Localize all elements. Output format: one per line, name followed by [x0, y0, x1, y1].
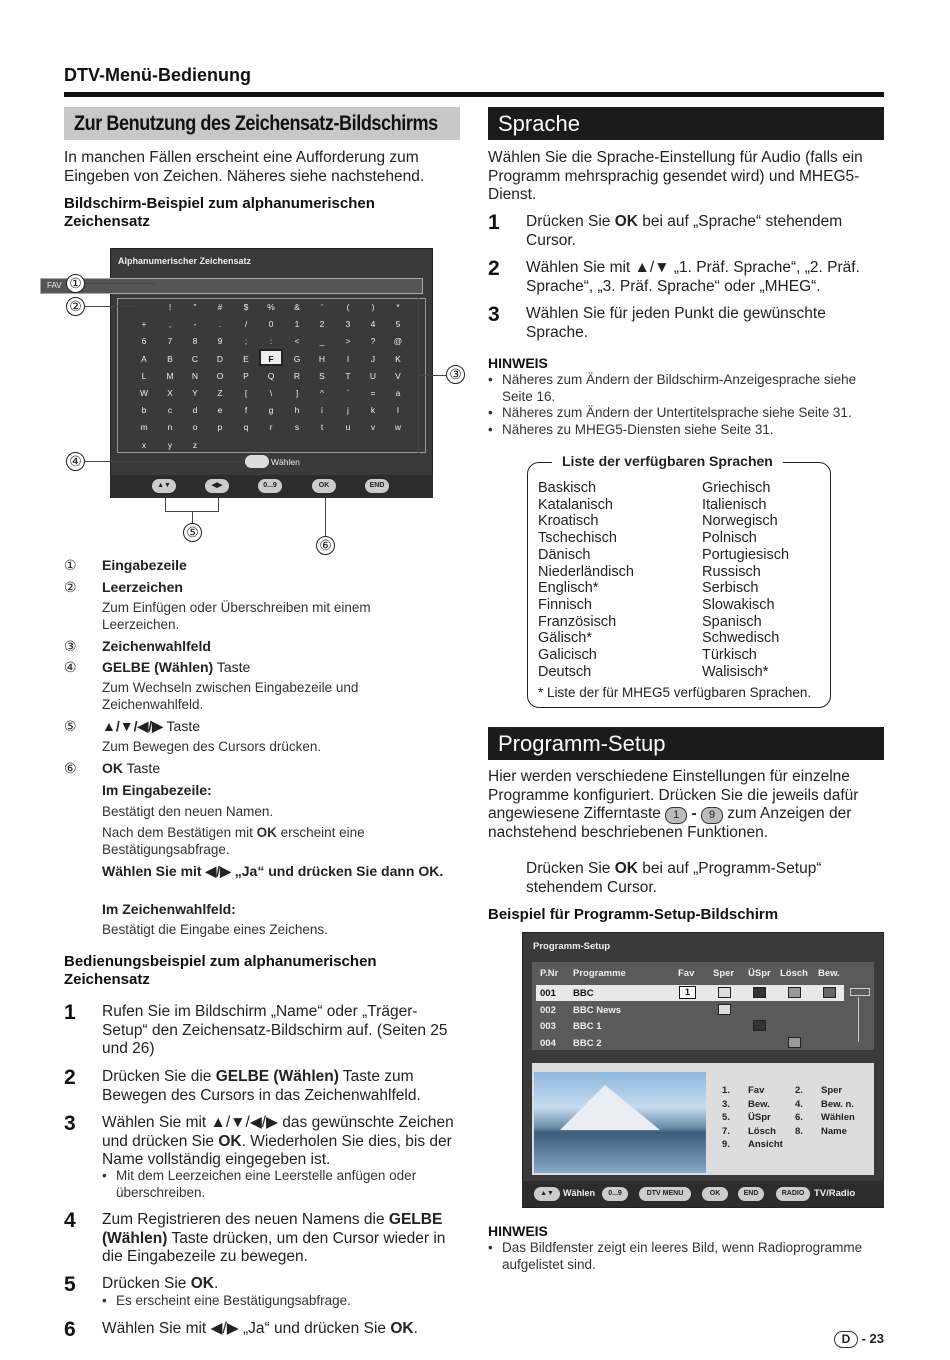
- ok-key: OK: [312, 479, 336, 493]
- digit-key: 0...9: [258, 479, 282, 493]
- legend-2-desc: Zum Einfügen oder Überschreiben mit einem Leerzeichen.: [102, 600, 371, 632]
- language-item: Galicisch: [538, 647, 597, 664]
- hinweis2-item-1: • Das Bildfenster zeigt ein leeres Bild, wenn Radioprogramme aufgelistet sind.: [488, 1240, 888, 1273]
- char-cell: T: [345, 370, 351, 381]
- language-item: Baskisch: [538, 480, 597, 496]
- char-cell: G: [293, 353, 301, 364]
- col-sper: Sper: [713, 968, 735, 979]
- hinweis-title: HINWEIS: [488, 355, 548, 371]
- option-item: 3.: [722, 1098, 730, 1110]
- legend-4-desc: Zum Wechseln zwischen Eingabezeile und Zeichenwahlfeld.: [102, 680, 359, 712]
- char-cell: ;: [244, 336, 248, 347]
- char-cell: M: [166, 370, 174, 381]
- page-number: - 23: [861, 1331, 884, 1346]
- scroll-track: [858, 997, 859, 1042]
- language-item: Norwegisch: [702, 513, 778, 530]
- ok-h2: Wählen Sie mit ◀/▶ „Ja“ und drücken Sie dann OK.: [102, 863, 444, 879]
- language-item: Katalanisch: [538, 496, 613, 513]
- char-cell: 0: [268, 319, 274, 330]
- char-cell: N: [191, 370, 199, 381]
- char-cell: m: [140, 422, 148, 433]
- char-cell: /: [244, 319, 248, 330]
- char-cell: Z: [217, 388, 223, 398]
- option-item: Sper: [821, 1085, 843, 1096]
- sprache-step-1-text: Drücken Sie OK bei auf „Sprache“ stehendem Cursor.: [526, 213, 843, 249]
- language-column-1: [538, 480, 634, 680]
- language-item: Dänisch: [538, 546, 591, 563]
- step-6-num: 6: [64, 1318, 76, 1341]
- digit-key: 0...9: [602, 1187, 628, 1201]
- option-item: 8.: [795, 1125, 803, 1137]
- section-title-programm-setup: Programm-Setup: [488, 727, 884, 760]
- language-item: Türkisch: [702, 647, 757, 664]
- row-2-pnr: 002: [540, 1005, 556, 1016]
- char-cell: #: [217, 302, 223, 312]
- char-cell: A: [141, 353, 147, 364]
- char-cell: +: [141, 319, 147, 330]
- char-cell: v: [370, 422, 376, 433]
- row-3-pnr: 003: [540, 1021, 556, 1032]
- step-4-text: Zum Registrieren des neuen Namens die GELBE (Wählen) Taste drücken, um den Cursor wieder in die Eingabezeile zu bewegen.: [102, 1211, 446, 1265]
- char-cell: ': [321, 302, 323, 312]
- preview-mountain: [560, 1085, 660, 1130]
- col-uespr: ÜSpr: [748, 968, 771, 979]
- col-loesch: Lösch: [780, 968, 808, 979]
- language-item: Russisch: [702, 563, 761, 580]
- char-cell: \: [269, 388, 273, 398]
- option-item: Lösch: [748, 1125, 776, 1137]
- end-key: END: [738, 1187, 764, 1201]
- char-cell: i: [321, 405, 323, 416]
- char-cell: f: [244, 405, 248, 416]
- updown-key: ▲▼: [534, 1187, 560, 1201]
- option-item: ÜSpr: [748, 1112, 771, 1123]
- char-cell: g: [268, 405, 274, 416]
- sprache-intro: Wählen Sie die Sprache-Einstellung für Audio (falls ein Programm mehrsprachig gesendet wird) und MHEG5-Dienst.: [488, 149, 863, 203]
- char-cell: [: [244, 388, 248, 398]
- sprache-step-3-num: 3: [488, 303, 500, 326]
- fav-value: 1: [679, 986, 696, 999]
- option-item: Fav: [748, 1085, 765, 1096]
- key-1-icon: 1: [665, 807, 687, 824]
- char-cell: ]: [295, 388, 299, 398]
- char-cell: q: [243, 422, 249, 433]
- language-item: Finnisch: [538, 596, 592, 613]
- dtv-menu-key: DTV MENU: [639, 1187, 691, 1201]
- char-cell: z: [192, 439, 198, 450]
- option-item: 2.: [795, 1085, 803, 1096]
- language-item: Schwedisch: [702, 630, 780, 647]
- char-cell: c: [167, 405, 173, 416]
- example2-heading: Bedienungsbeispiel zum alphanumerischen Zeichensatz: [64, 953, 377, 988]
- row-2-name: BBC News: [573, 1005, 622, 1016]
- ok-d3: Bestätigt die Eingabe eines Zeichens.: [102, 922, 328, 937]
- callout-5: ⑤: [183, 523, 202, 542]
- sprache-step-1-num: 1: [488, 211, 500, 234]
- language-item: Serbisch: [702, 580, 759, 597]
- char-cell: $: [243, 302, 249, 312]
- hinweis2-title: HINWEIS: [488, 1223, 548, 1239]
- char-cell: Q: [267, 370, 275, 381]
- char-cell: S: [319, 370, 325, 381]
- row-4-pnr: 004: [540, 1038, 556, 1049]
- char-cell: 6: [141, 336, 147, 347]
- yellow-button-icon: [245, 455, 269, 468]
- char-cell: x: [141, 439, 147, 450]
- ok-d2: Nach dem Bestätigen mit OK erscheint eine Bestätigungsabfrage.: [102, 825, 365, 857]
- bar-waehlen: Wählen: [563, 1188, 596, 1198]
- col-pnr: P.Nr: [540, 968, 559, 979]
- language-item: Slowakisch: [702, 596, 775, 613]
- char-cell: d: [192, 405, 198, 416]
- language-item: Französisch: [538, 613, 617, 630]
- intro-text: In manchen Fällen erscheint eine Aufforderung zum Eingeben von Zeichen. Näheres siehe nachstehend.: [64, 149, 425, 185]
- option-item: 7.: [722, 1125, 730, 1137]
- select-label: Wählen: [271, 457, 300, 467]
- input-line-value: FAV: [47, 281, 62, 290]
- char-cell: K: [395, 353, 401, 364]
- callout-1: ①: [66, 274, 85, 293]
- char-cell: L: [141, 370, 147, 381]
- callout-6: ⑥: [316, 536, 335, 555]
- language-item: Englisch*: [538, 580, 599, 597]
- step-1-num: 1: [64, 1001, 76, 1024]
- char-cell: u: [345, 422, 351, 433]
- row-1-name: BBC: [573, 988, 594, 999]
- language-note: * Liste der für MHEG5 verfügbaren Sprachen.: [538, 685, 812, 700]
- language-item: Gälisch*: [538, 630, 592, 647]
- char-cell: h: [294, 405, 300, 416]
- step-3-num: 3: [64, 1112, 76, 1135]
- program-setup-screen-title: Programm-Setup: [533, 941, 611, 952]
- char-cell: =: [370, 388, 376, 398]
- step-5-bullet: • Es erscheint eine Bestätigungsabfrage.: [102, 1293, 452, 1310]
- char-cell: j: [347, 405, 349, 416]
- leftright-key: ◀▶: [205, 479, 229, 493]
- char-screen-title: Alphanumerischer Zeichensatz: [118, 256, 252, 266]
- setup-step-text: Drücken Sie OK bei auf „Programm-Setup“ stehendem Cursor.: [526, 860, 822, 896]
- page-footer: [834, 1331, 884, 1348]
- char-cell: p: [217, 422, 223, 433]
- char-cell: 3: [345, 319, 351, 330]
- section-title-zeichensatz: [64, 107, 460, 140]
- char-cell: .: [218, 319, 222, 330]
- option-item: Bew.: [748, 1098, 770, 1110]
- option-item: 4.: [795, 1098, 803, 1110]
- char-cell: H: [318, 353, 326, 364]
- char-cell: @: [393, 336, 403, 347]
- language-list-title: Liste der verfügbaren Sprachen: [552, 453, 783, 469]
- col-bew: Bew.: [818, 968, 840, 979]
- char-cell: 9: [217, 336, 223, 347]
- char-cell: >: [345, 336, 351, 347]
- sprache-step-2-text: Wählen Sie mit ▲/▼ „1. Präf. Sprache“, „2. Präf. Sprache“, „3. Präf. Sprache“ oder „MHEG“.: [526, 259, 860, 295]
- option-item: Wählen: [821, 1112, 855, 1123]
- char-cell: J: [370, 353, 376, 364]
- ok-h1: Im Eingabezeile:: [102, 782, 212, 798]
- ok-h3: Im Zeichenwahlfeld:: [102, 901, 236, 917]
- char-cell: F: [268, 353, 274, 364]
- char-cell: ?: [370, 336, 376, 347]
- row-4-name: BBC 2: [573, 1038, 602, 1049]
- char-cell: t: [320, 422, 324, 433]
- step-5-text: Drücken Sie OK.: [102, 1275, 219, 1292]
- language-item: Tschechisch: [538, 530, 617, 547]
- language-item: Niederländisch: [538, 563, 634, 580]
- char-cell: `: [346, 388, 350, 398]
- char-cell: l: [397, 405, 399, 416]
- option-item: 6.: [795, 1112, 803, 1123]
- char-cell: _: [319, 336, 325, 347]
- char-cell: 1: [294, 319, 300, 330]
- char-cell: 8: [192, 336, 198, 347]
- step-2-num: 2: [64, 1066, 76, 1089]
- row-1-pnr: 001: [540, 988, 556, 999]
- updown-key: ▲▼: [152, 479, 176, 493]
- char-cell: X: [167, 388, 173, 398]
- option-item: Ansicht: [748, 1139, 783, 1150]
- step-3-text: Wählen Sie mit ▲/▼/◀/▶ das gewünschte Zeichen und drücken Sie OK. Wiederholen Sie dies, bis der Name vollständig eingegeben ist.: [102, 1114, 454, 1168]
- callout-4: ④: [66, 452, 85, 471]
- hinweis-item-1: • Näheres zum Ändern der Bildschirm-Anzeigesprache siehe Seite 16.: [488, 372, 884, 405]
- char-cell: 7: [167, 336, 173, 347]
- char-cell: Y: [192, 388, 198, 398]
- char-cell: ): [371, 302, 375, 312]
- sprache-step-3-text: Wählen Sie für jeden Punkt die gewünschte Sprache.: [526, 305, 826, 341]
- char-cell: o: [192, 422, 198, 433]
- header-rule: [64, 92, 884, 97]
- char-cell: E: [243, 353, 249, 364]
- char-cell: V: [395, 370, 401, 381]
- option-item: Bew. n.: [821, 1098, 854, 1110]
- row-3-name: BBC 1: [573, 1021, 602, 1032]
- setup-example-heading: Beispiel für Programm-Setup-Bildschirm: [488, 906, 779, 923]
- char-cell: b: [141, 405, 147, 416]
- step-4-num: 4: [64, 1209, 76, 1232]
- char-cell: !: [168, 302, 172, 312]
- char-cell: D: [216, 353, 224, 364]
- hinweis-item-3: • Näheres zu MHEG5-Diensten siehe Seite 31.: [488, 422, 884, 439]
- language-item: Griechisch: [702, 480, 771, 496]
- section-title-sprache: Sprache: [488, 107, 884, 140]
- language-item: Polnisch: [702, 530, 757, 547]
- char-cell: W: [139, 388, 149, 398]
- char-cell: <: [294, 336, 300, 347]
- char-cell: &: [294, 302, 300, 312]
- col-fav: Fav: [678, 968, 695, 979]
- char-cell: e: [217, 405, 223, 416]
- char-cell: r: [269, 422, 273, 433]
- char-cell: 5: [395, 319, 401, 330]
- char-cell: y: [167, 439, 173, 450]
- char-cell: s: [294, 422, 300, 433]
- end-key: END: [365, 479, 389, 493]
- ok-key: OK: [702, 1187, 728, 1201]
- char-cell: %: [267, 302, 275, 312]
- language-item: Deutsch: [538, 663, 592, 680]
- option-item: 9.: [722, 1139, 730, 1150]
- char-screen-bar: [110, 475, 433, 498]
- char-cell: n: [167, 422, 173, 433]
- step-6-text: Wählen Sie mit ◀/▶ „Ja“ und drücken Sie OK.: [102, 1320, 418, 1337]
- char-cell: 4: [370, 319, 376, 330]
- char-cell: (: [346, 302, 350, 312]
- option-item: 1.: [722, 1085, 730, 1096]
- language-item: Spanisch: [702, 613, 762, 630]
- radio-key: RADIO: [776, 1187, 810, 1201]
- language-item: Kroatisch: [538, 513, 599, 530]
- callout-2: ②: [66, 297, 85, 316]
- sprache-step-2-num: 2: [488, 257, 500, 280]
- language-letter: D: [834, 1331, 858, 1348]
- scroll-thumb: [850, 988, 870, 996]
- lock-icon: [718, 1004, 731, 1015]
- char-cell: ": [193, 302, 197, 312]
- bar-tvradio: TV/Radio: [814, 1188, 856, 1199]
- step-3-bullet: • Mit dem Leerzeichen eine Leerstelle anfügen oder überschreiben.: [102, 1168, 452, 1201]
- char-cell: -: [193, 319, 197, 330]
- char-cell: a: [395, 388, 401, 398]
- language-item: Portugiesisch: [702, 546, 790, 563]
- page-header-title: DTV-Menü-Bedienung: [64, 65, 251, 85]
- delete-icon: [788, 1037, 801, 1048]
- step-2-text: Drücken Sie die GELBE (Wählen) Taste zum Bewegen des Cursors in das Zeichenwahlfeld.: [102, 1068, 421, 1104]
- char-cell: 2: [319, 319, 325, 330]
- char-cell: ,: [168, 319, 172, 330]
- language-item: Italienisch: [702, 496, 767, 513]
- example-heading: Bildschirm-Beispiel zum alphanumerischen Zeichensatz: [64, 195, 375, 230]
- char-cell: P: [243, 370, 249, 381]
- char-cell: R: [293, 370, 301, 381]
- step-1-text: Rufen Sie im Bildschirm „Name“ oder „Träger-Setup“ den Zeichensatz-Bildschirm auf. (Seiten 25 und 26): [102, 1003, 448, 1057]
- char-cell: U: [369, 370, 377, 381]
- char-cell: k: [370, 405, 376, 416]
- language-item: Walisisch*: [702, 663, 769, 680]
- char-cell: *: [396, 302, 400, 312]
- char-cell: I: [346, 353, 350, 364]
- program-setup-bar: [522, 1181, 884, 1207]
- option-item: Name: [821, 1125, 847, 1137]
- skip-icon: [753, 987, 766, 998]
- char-cell: O: [216, 370, 224, 381]
- char-cell: w: [394, 422, 402, 433]
- lock-icon: [718, 987, 731, 998]
- legend-5-desc: Zum Bewegen des Cursors drücken.: [102, 739, 322, 754]
- hinweis-item-2: • Näheres zum Ändern der Untertitelsprache siehe Seite 31.: [488, 405, 884, 422]
- delete-icon: [788, 987, 801, 998]
- skip-icon: [753, 1020, 766, 1031]
- option-item: 5.: [722, 1112, 730, 1123]
- input-line: [40, 278, 423, 294]
- char-cell: ^: [320, 388, 324, 398]
- ok-d1: Bestätigt den neuen Namen.: [102, 804, 274, 819]
- key-9-icon: 9: [701, 807, 723, 824]
- section-title-text: Zur Benutzung des Zeichensatz-Bildschirms: [74, 112, 438, 135]
- language-column-2: [702, 480, 789, 680]
- move-icon: [823, 987, 836, 998]
- step-5-num: 5: [64, 1273, 76, 1296]
- col-programme: Programme: [573, 968, 626, 979]
- char-cell: C: [191, 353, 199, 364]
- callout-3: ③: [446, 365, 465, 384]
- char-cell: :: [269, 336, 273, 347]
- char-cell: B: [167, 353, 173, 364]
- setup-intro: Hier werden verschiedene Einstellungen für einzelne Programme konfiguriert. Drücken Sie die jeweils dafür angewiesene Zifferntaste 1 - 9 zum Anzeigen der nachstehend beschriebenen Funktionen.: [488, 768, 859, 841]
